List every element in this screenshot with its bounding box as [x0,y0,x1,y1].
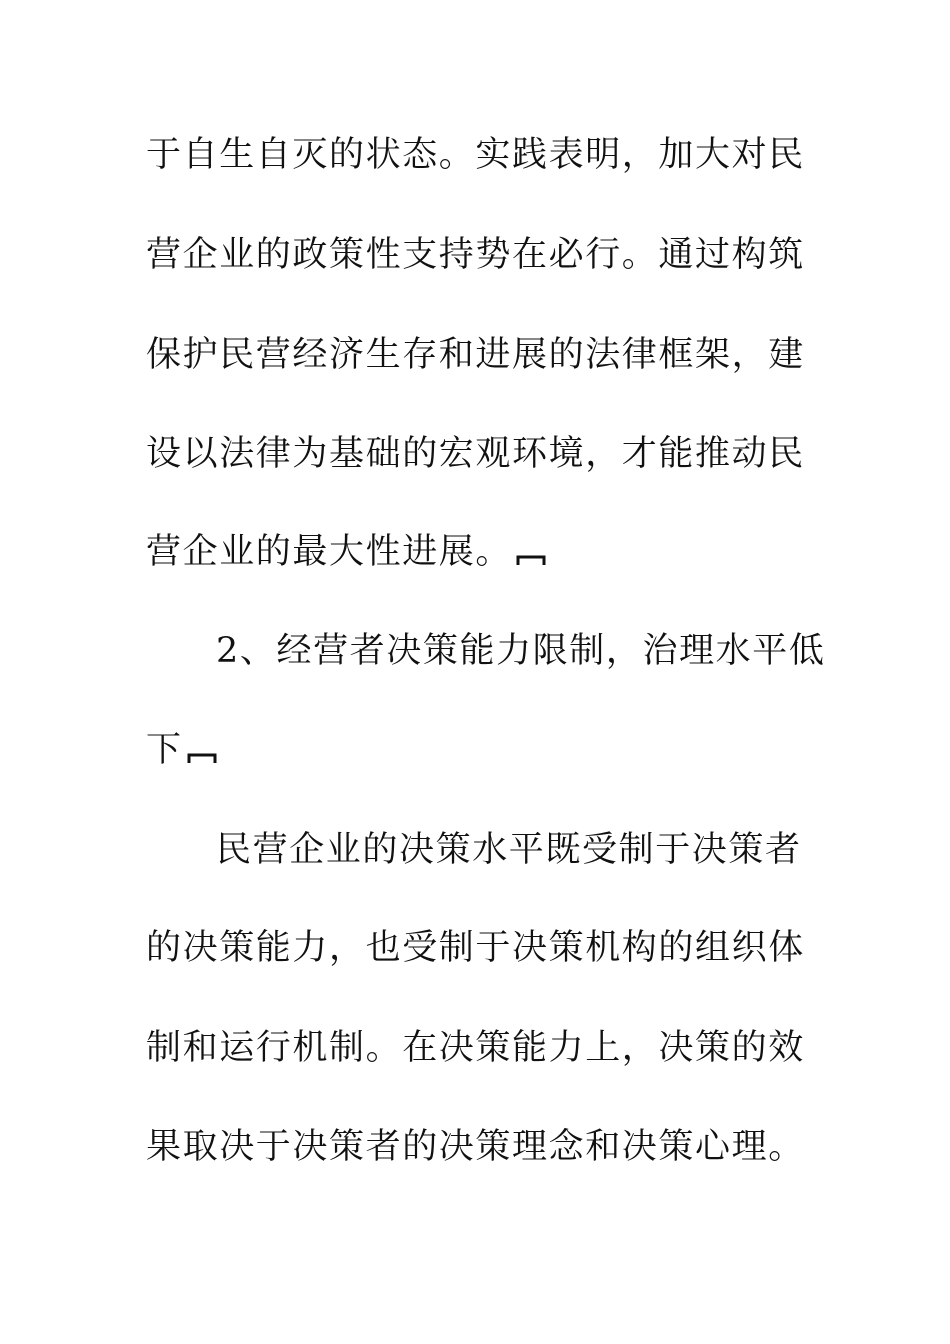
text-line: 民营企业的决策水平既受制于决策者 [216,830,802,870]
text-line: 设以法律为基础的宏观环境，才能推动民 [146,434,805,474]
text-line: 下 [146,730,183,770]
text-line: 的决策能力，也受制于决策机构的组织体 [146,928,805,968]
text-line: 保护民营经济生存和进展的法律框架，建 [146,335,805,375]
text-line: 营企业的政策性支持势在必行。通过构筑 [146,235,805,275]
paragraph-mark-icon [187,749,217,765]
text-line: 于自生自灭的状态。实践表明，加大对民 [146,135,805,175]
text-line: 营企业的最大性进展。 [146,532,513,572]
text-line: 果取决于决策者的决策理念和决策心理。 [146,1127,805,1167]
text-line-with-mark [146,527,546,577]
heading-line: 2、经营者决策能力限制，治理水平低 [216,631,826,671]
text-line-with-mark [146,725,217,775]
text-line: 制和运行机制。在决策能力上，决策的效 [146,1028,805,1068]
paragraph-mark-icon [516,551,546,567]
